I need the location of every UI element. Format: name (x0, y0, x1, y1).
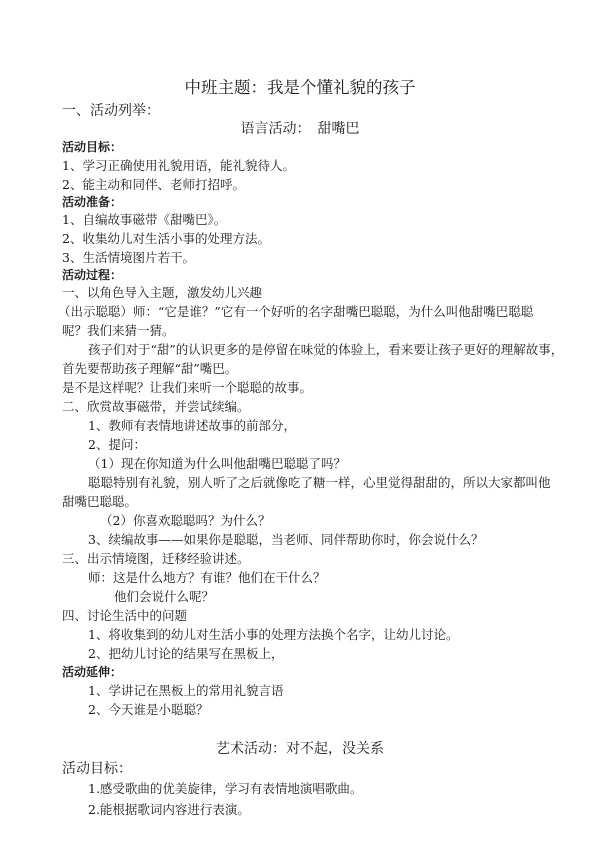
extension-label: 活动延伸： (62, 665, 123, 679)
page-title: 中班主题：我是个懂礼貌的孩子 (184, 78, 416, 97)
process-step-3: 三、出示情境图，迁移经验讲述。 (62, 551, 250, 566)
process-item: 他们会说什么呢？ (114, 589, 215, 604)
art-goal-item: 1.感受歌曲的优美旋律，学习有表情地演唱歌曲。 (88, 781, 363, 796)
art-goals-label: 活动目标： (62, 761, 132, 777)
extension-item: 2、今天谁是小聪聪？ (88, 702, 209, 717)
process-item: 3、续编故事——如果你是聪聪，当老师、同伴帮助你时，你会说什么？ (88, 532, 484, 547)
prep-item: 3、生活情境图片若干。 (62, 250, 195, 265)
art-activity-title: 艺术活动：对不起，没关系 (216, 741, 384, 757)
process-item: 1、教师有表情地讲述故事的前部分， (88, 418, 296, 433)
process-item: 2、提问： (88, 437, 146, 452)
art-goal-item: 2.能根据歌词内容进行表演。 (88, 802, 250, 817)
process-step-2: 二、欣赏故事磁带，并尝试续编。 (62, 399, 250, 414)
goal-item: 1、学习正确使用礼貌用语，能礼貌待人。 (62, 158, 295, 173)
process-paragraph: 呢？我们来猜一猜。 (62, 323, 175, 338)
process-paragraph: （出示聪聪）师：“它是谁？”它有一个好听的名字甜嘴巴聪聪，为什么叫他甜嘴巴聪聪 (58, 304, 534, 319)
process-paragraph: 孩子们对于“甜”的认识更多的是停留在味觉的体验上，看来要让孩子更好的理解故事， (88, 342, 564, 357)
process-question: （1）现在你知道为什么叫他甜嘴巴聪聪了吗？ (88, 456, 346, 471)
process-question: （2）你喜欢聪聪吗？为什么？ (100, 513, 271, 528)
prep-item: 2、收集幼儿对生活小事的处理方法。 (62, 231, 270, 246)
process-step-1: 一、以角色导入主题，激发幼儿兴趣 (62, 285, 263, 300)
process-label: 活动过程： (62, 268, 123, 282)
process-paragraph: 是不是这样呢？让我们来听一个聪聪的故事。 (62, 380, 313, 395)
process-item: 2、把幼儿讨论的结果写在黑板上， (88, 646, 284, 661)
goal-item: 2、能主动和同伴、老师打招呼。 (62, 177, 245, 192)
section-activity-list: 一、活动列举： (62, 103, 160, 119)
process-answer: 聪聪特别有礼貌，别人听了之后就像吃了糖一样，心里觉得甜甜的，所以大家都叫他 (88, 475, 551, 490)
process-paragraph: 首先要帮助孩子理解“甜”嘴巴。 (62, 361, 238, 376)
prep-item: 1、自编故事磁带《甜嘴巴》。 (62, 212, 227, 227)
process-item: 师：这是什么地方？有谁？他们在干什么？ (88, 570, 326, 585)
prep-label: 活动准备： (62, 195, 123, 209)
process-step-4: 四、讨论生活中的问题 (62, 608, 188, 623)
process-answer: 甜嘴巴聪聪。 (62, 494, 138, 509)
extension-item: 1、学讲记在黑板上的常用礼貌言语 (88, 683, 284, 698)
goals-label: 活动目标： (62, 140, 123, 154)
process-item: 1、将收集到的幼儿对生活小事的处理方法换个名字，让幼儿讨论。 (88, 627, 459, 642)
activity-language-title: 语言活动： 甜嘴巴 (240, 121, 360, 137)
